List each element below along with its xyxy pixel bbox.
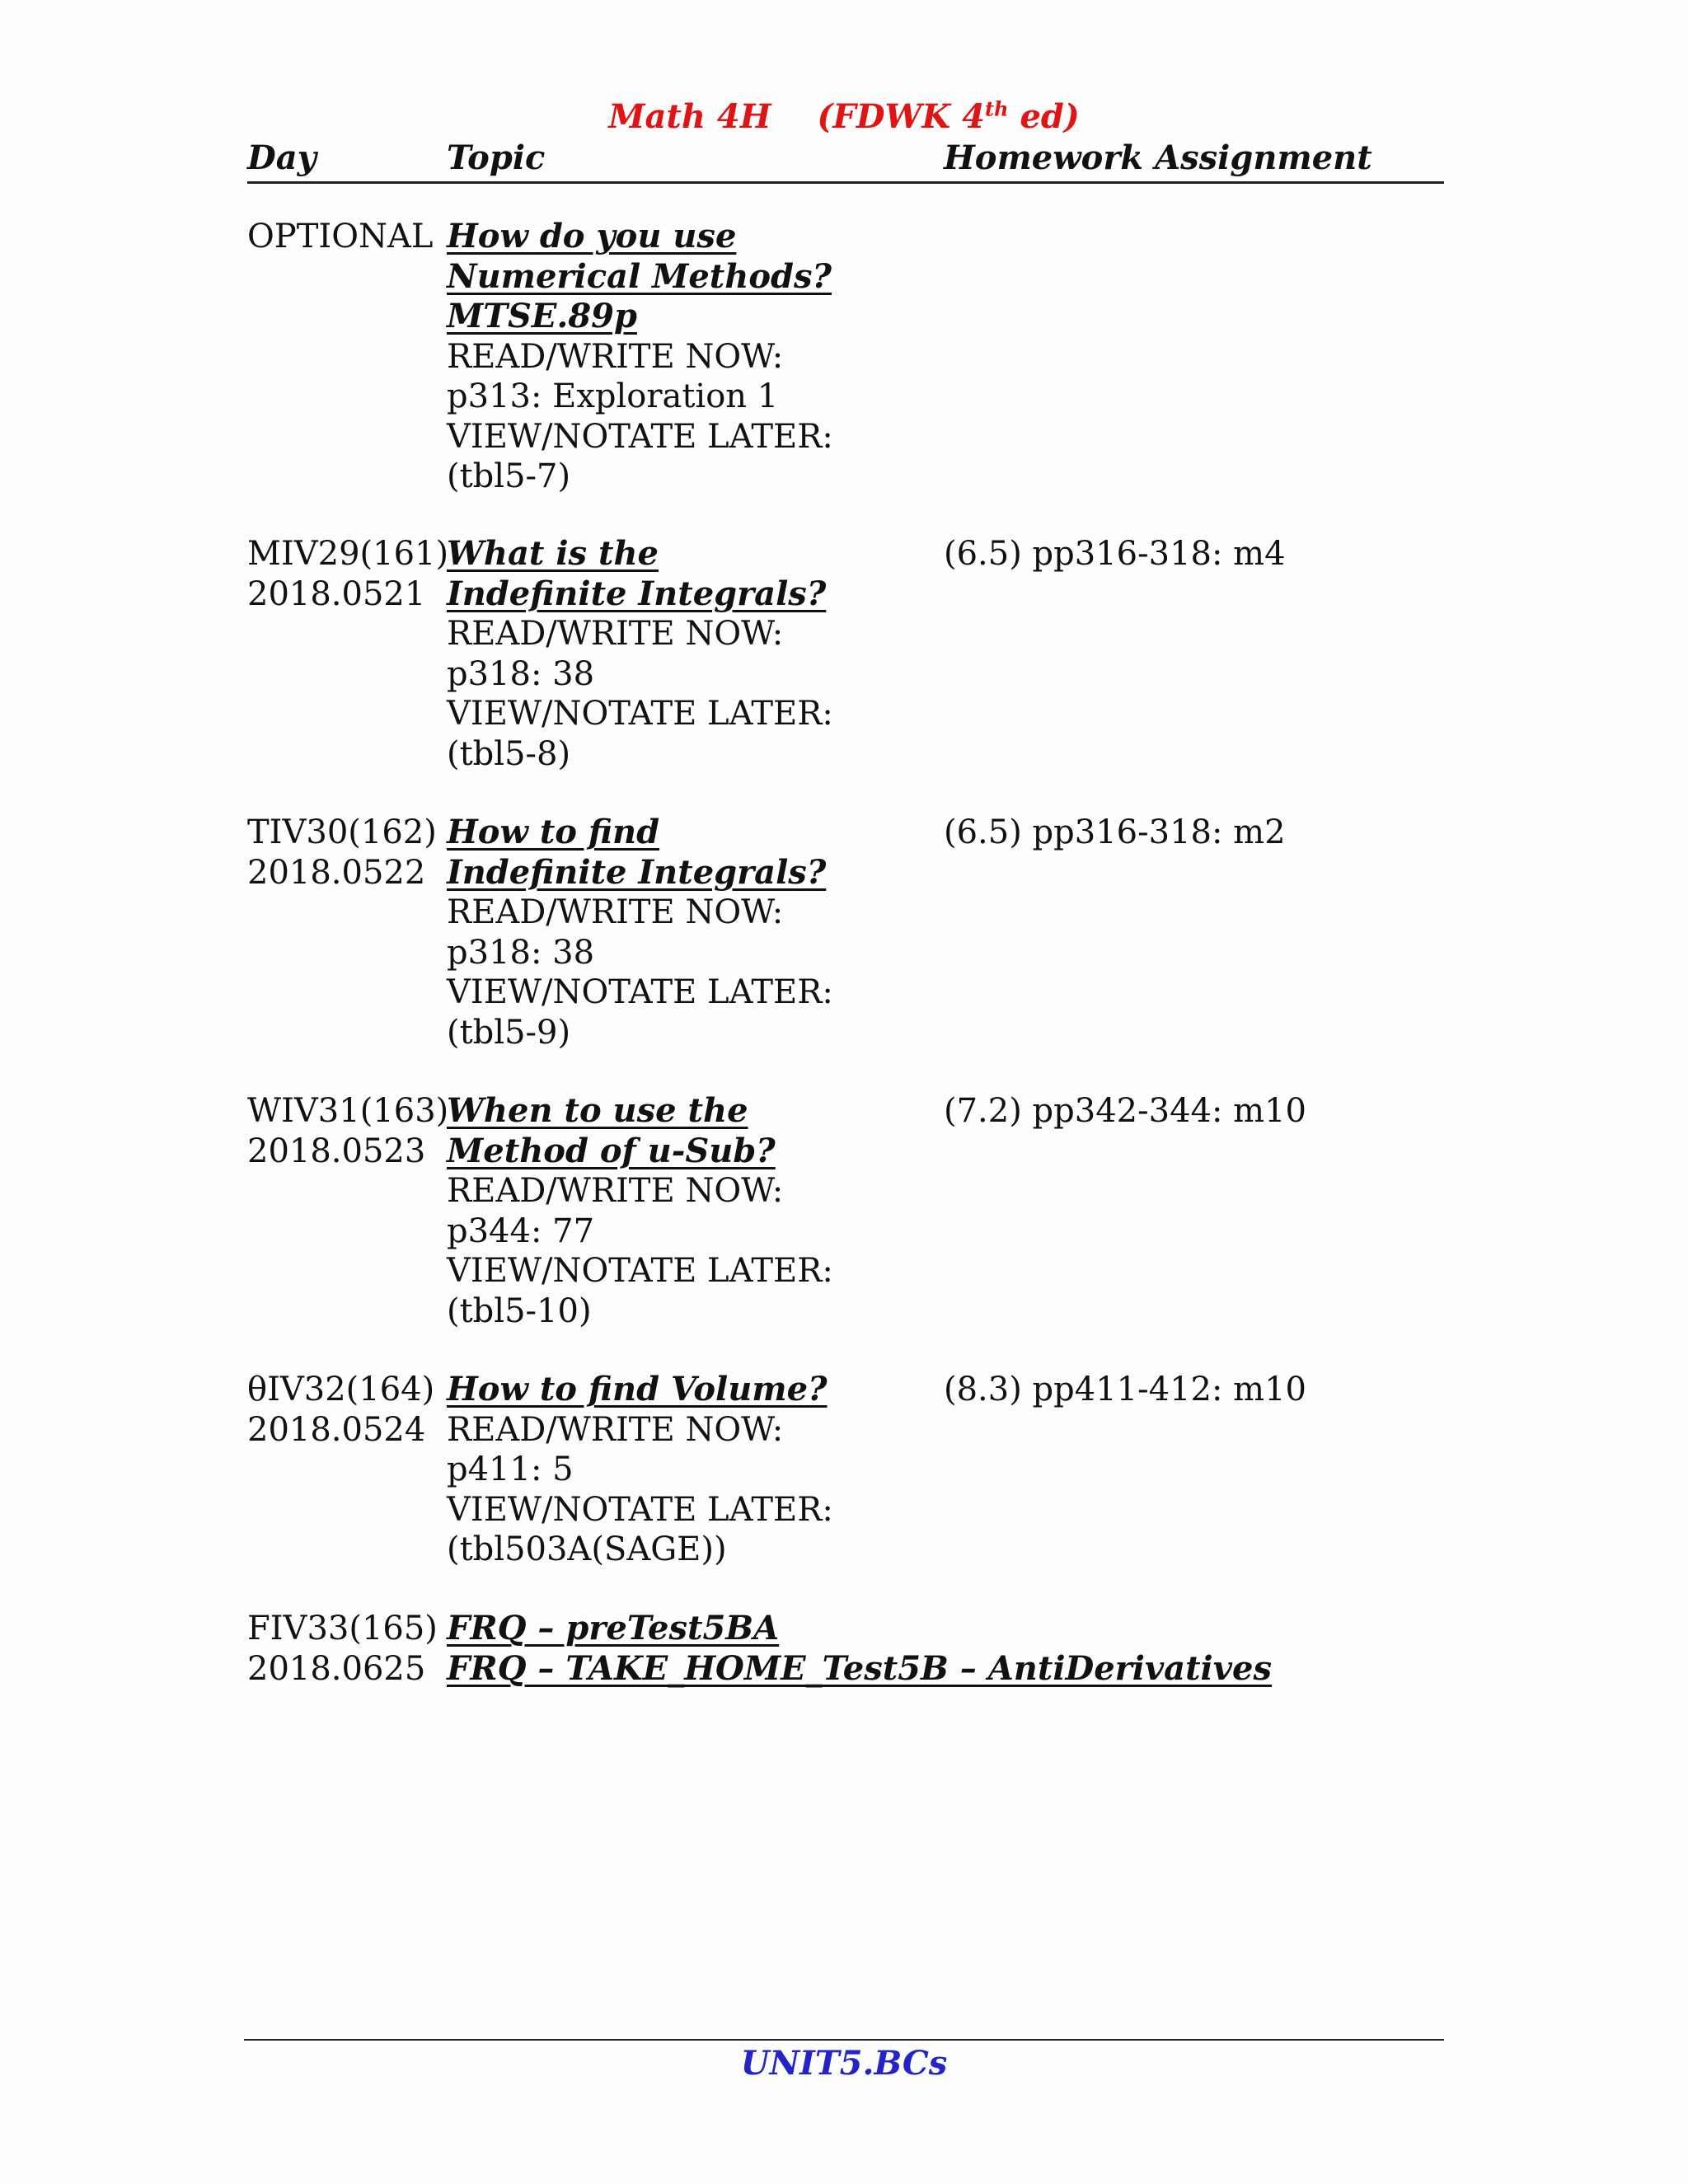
column-header-homework: Homework Assignment [944,138,1372,177]
entry-homework: (6.5) pp316-318: m2 [944,813,1286,851]
topic-body-line: (tbl5-9) [447,1013,571,1052]
footer-unit-label: UNIT5.BCs [740,2044,948,2083]
topic-title: FRQ – TAKE_HOME_Test5B – AntiDerivatives [447,1648,1272,1688]
course-name: Math 4H [608,97,771,136]
topic-body-line: READ/WRITE NOW: [447,615,784,653]
topic-body-line: VIEW/NOTATE LATER: [447,695,833,733]
topic-body-line: VIEW/NOTATE LATER: [447,973,833,1011]
entry-day: TIV30(162) 2018.0522 [247,813,437,892]
column-header-day: Day [247,138,316,177]
topic-title: How do you use [447,217,737,255]
topic-body-line: VIEW/NOTATE LATER: [447,417,833,456]
topic-body-line: (tbl503A(SAGE)) [447,1530,727,1568]
topic-body-line: READ/WRITE NOW: [447,1172,784,1210]
column-headers [247,138,1444,184]
page-title [0,97,1688,136]
topic-title: How to find Volume? [447,1370,828,1408]
entry-homework: (8.3) pp411-412: m10 [944,1371,1306,1408]
entry-topic [447,1609,1436,1689]
entry-topic [447,217,1436,497]
entry-day: OPTIONAL [247,218,434,255]
topic-title: Indefinite Integrals? [447,574,827,613]
topic-title: Indefinite Integrals? [447,852,827,892]
topic-body-line: p313: Exploration 1 [447,377,779,415]
topic-body-line: p344: 77 [447,1212,595,1250]
topic-body-line: READ/WRITE NOW: [447,337,784,376]
topic-body-line: p318: 38 [447,933,595,972]
topic-body-line: VIEW/NOTATE LATER: [447,1252,833,1290]
textbook-label: (FDWK 4th ed) [817,96,1080,136]
entry-topic [447,534,1436,774]
topic-body-line: READ/WRITE NOW: [447,1410,784,1449]
topic-title: Method of u-Sub? [447,1131,776,1170]
entry-homework: (6.5) pp316-318: m4 [944,535,1286,573]
topic-title: Numerical Methods? [447,256,832,296]
topic-body-line: p318: 38 [447,654,595,693]
footer-divider [244,2039,1444,2041]
topic-body-line: VIEW/NOTATE LATER: [447,1490,833,1529]
entry-topic [447,813,1436,1052]
entry-day: FIV33(165) 2018.0625 [247,1610,438,1688]
entry-homework: (7.2) pp342-344: m10 [944,1092,1306,1130]
topic-body-line: p411: 5 [447,1451,574,1488]
entry-day: WIV31(163) 2018.0523 [247,1092,449,1170]
topic-title: How to find [447,813,660,851]
topic-title: What is the [447,534,659,573]
topic-body-line: (tbl5-10) [447,1291,592,1330]
topic-body-line: (tbl5-8) [447,734,571,773]
entry-day: θIV32(164) 2018.0524 [247,1371,435,1449]
topic-body-line: READ/WRITE NOW: [447,893,784,931]
column-header-topic: Topic [447,138,546,177]
topic-title: MTSE.89p [447,297,637,335]
entry-day: MIV29(161) 2018.0521 [247,535,449,613]
topic-title: FRQ – preTest5BA [447,1609,780,1647]
topic-body-line: (tbl5-7) [447,457,571,495]
topic-title: When to use the [447,1091,748,1130]
